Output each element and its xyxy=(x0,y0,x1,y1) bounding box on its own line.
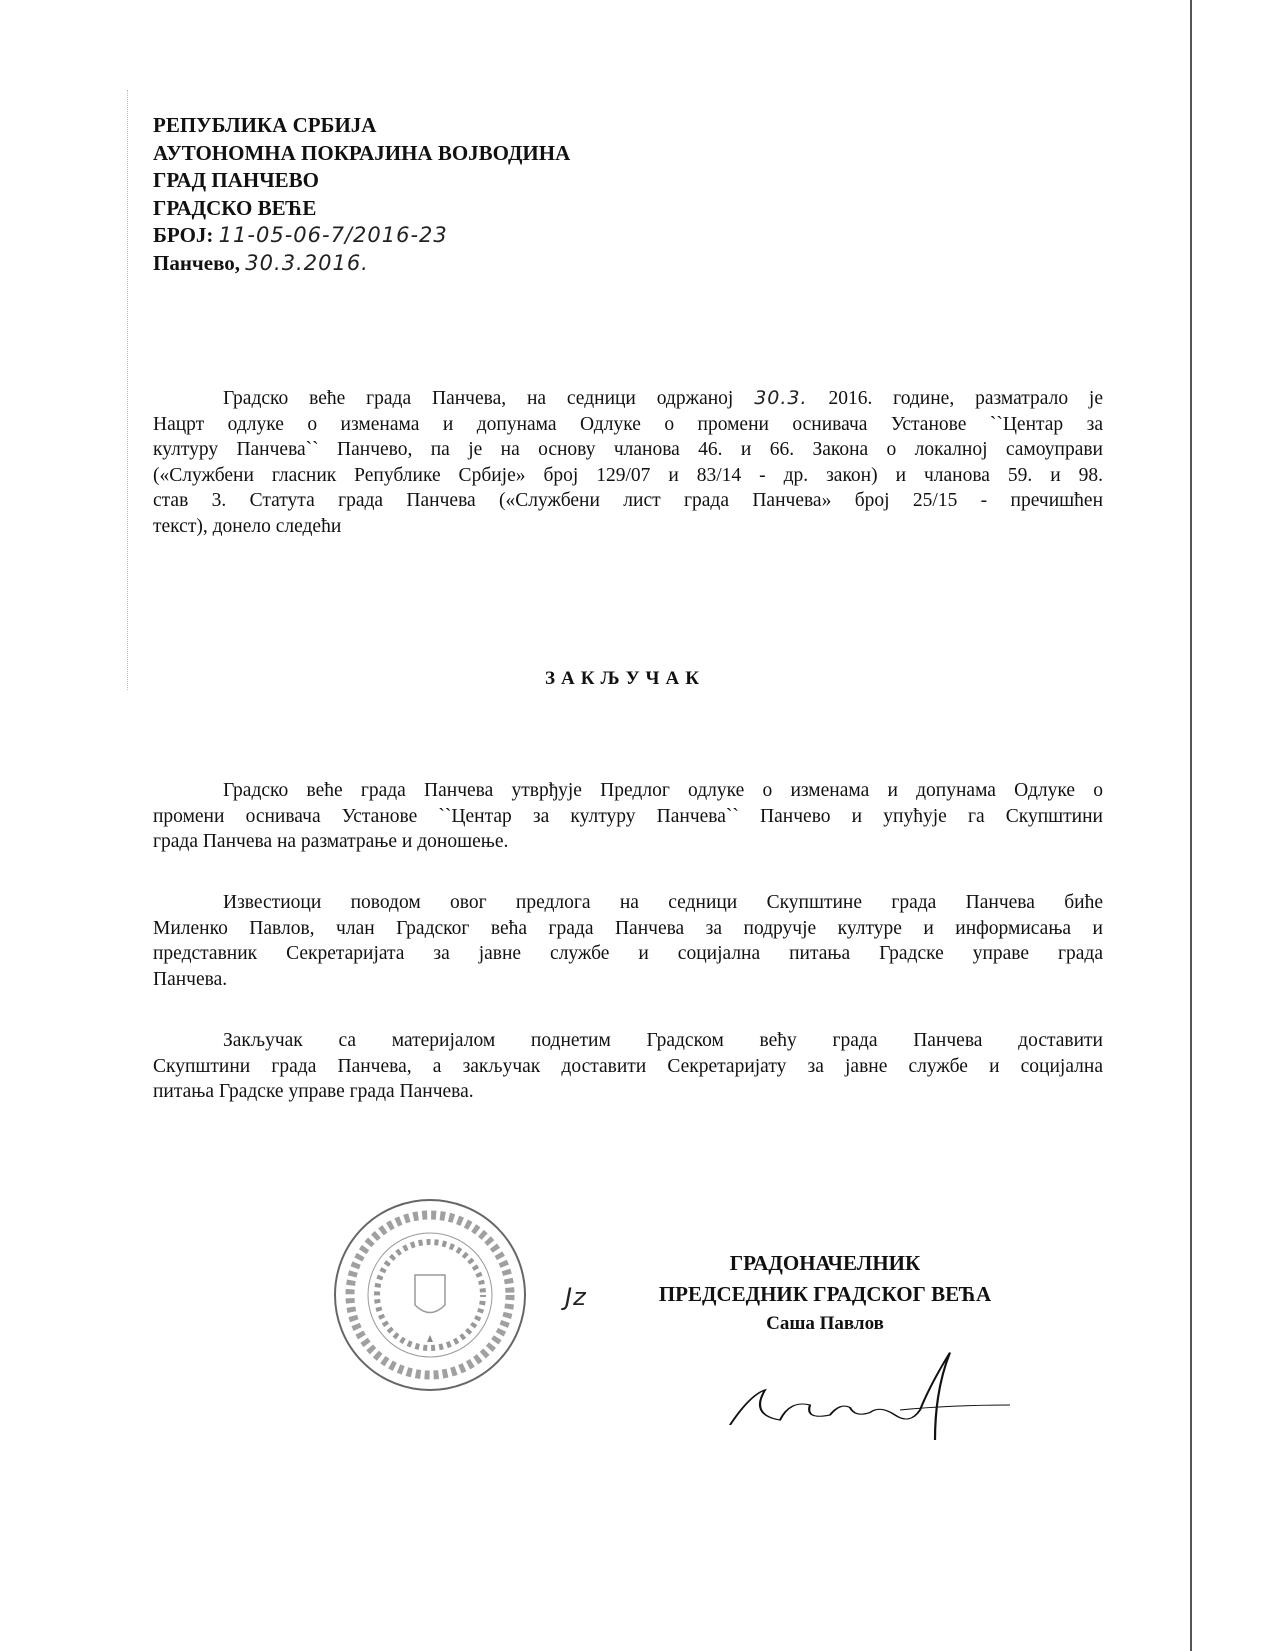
header-line: РЕПУБЛИКА СРБИЈА xyxy=(153,113,377,137)
header-line: ГРАД ПАНЧЕВО xyxy=(153,168,319,193)
text-line: Нацрт одлуке о изменама и допунама Одлуке о промени оснивача Установе ``Центар за xyxy=(153,413,1103,435)
text-line: став 3. Статута града Панчева («Службени лист града Панчева» број 25/15 - пречишћен xyxy=(153,490,1103,512)
handwritten-number: 11-05-06-7/2016-23 xyxy=(218,223,448,248)
document-number xyxy=(153,222,570,250)
text-line: Закључак са материјалом поднетим Градском већу града Панчева доставити xyxy=(223,1030,1103,1051)
scan-margin-mark xyxy=(127,90,128,690)
document-title: ЗАКЉУЧАК xyxy=(545,668,705,689)
text-line: Миленко Павлов, члан Градског већа града Панчева за подручје културе и информисања и xyxy=(153,917,1103,939)
text-line: Скупштини града Панчева, а закључак доставити Секретаријату за јавне службе и социјална xyxy=(153,1055,1103,1077)
header-line: АУТОНОМНА ПОКРАЈИНА ВОЈВОДИНА xyxy=(153,140,571,165)
document-place-date xyxy=(153,250,570,278)
paragraph-delivery xyxy=(153,1028,1103,1105)
text-line: промени оснивача Установе ``Центар за културу Панчева`` Панчево и упућује га Скупштини xyxy=(153,805,1103,827)
signature-name: Саша Павлов xyxy=(766,1313,884,1334)
text-line: културу Панчева`` Панчево, па је на основу чланова 46. и 66. Закона о локалној самоуправи xyxy=(153,439,1103,461)
number-label: БРОЈ: xyxy=(153,223,214,248)
signature-title-president: ПРЕДСЕДНИК ГРАДСКОГ ВЕЋА xyxy=(658,1282,992,1306)
text-span: Градско веће града Панчева, на седници одржаној xyxy=(223,388,734,409)
handwritten-session-date: 30.3. xyxy=(754,387,808,409)
text-line: Панчева. xyxy=(153,968,228,990)
text-line: Известиоци поводом овог предлога на седници Скупштине града Панчева биће xyxy=(223,892,1103,913)
text-line: питања Градске управе града Панчева. xyxy=(153,1081,474,1103)
text-line: града Панчева на разматрање и доношење. xyxy=(153,831,509,853)
official-stamp xyxy=(330,1195,530,1395)
scan-edge-line xyxy=(1190,0,1192,1651)
paragraph-preamble xyxy=(153,386,1103,540)
text-line: («Службени гласник Републике Србије» број 129/07 и 83/14 - др. закон) и чланова 59. и 98. xyxy=(153,464,1103,486)
text-line: текст), донело следећи xyxy=(153,515,342,537)
text-line: представник Секретаријата за јавне службе и социјална питања Градске управе града xyxy=(153,943,1103,965)
handwritten-signature xyxy=(720,1345,1020,1445)
signature-title-mayor: ГРАДОНАЧЕЛНИК xyxy=(729,1251,921,1275)
document-header xyxy=(153,112,570,278)
text-line: Градско веће града Панчева утврђује Предлог одлуке о изменама и допунама Одлуке о xyxy=(223,780,1103,801)
header-line: ГРАДСКО ВЕЋЕ xyxy=(153,195,317,220)
handwritten-date: 30.3.2016. xyxy=(245,250,369,275)
text-span: 2016. године, разматрало је xyxy=(828,388,1104,409)
handwritten-initials: Јz xyxy=(565,1283,587,1311)
paragraph-decision xyxy=(153,778,1103,855)
place-label: Панчево, xyxy=(153,250,241,275)
paragraph-rapporteurs xyxy=(153,890,1103,992)
text-line xyxy=(153,386,1103,412)
